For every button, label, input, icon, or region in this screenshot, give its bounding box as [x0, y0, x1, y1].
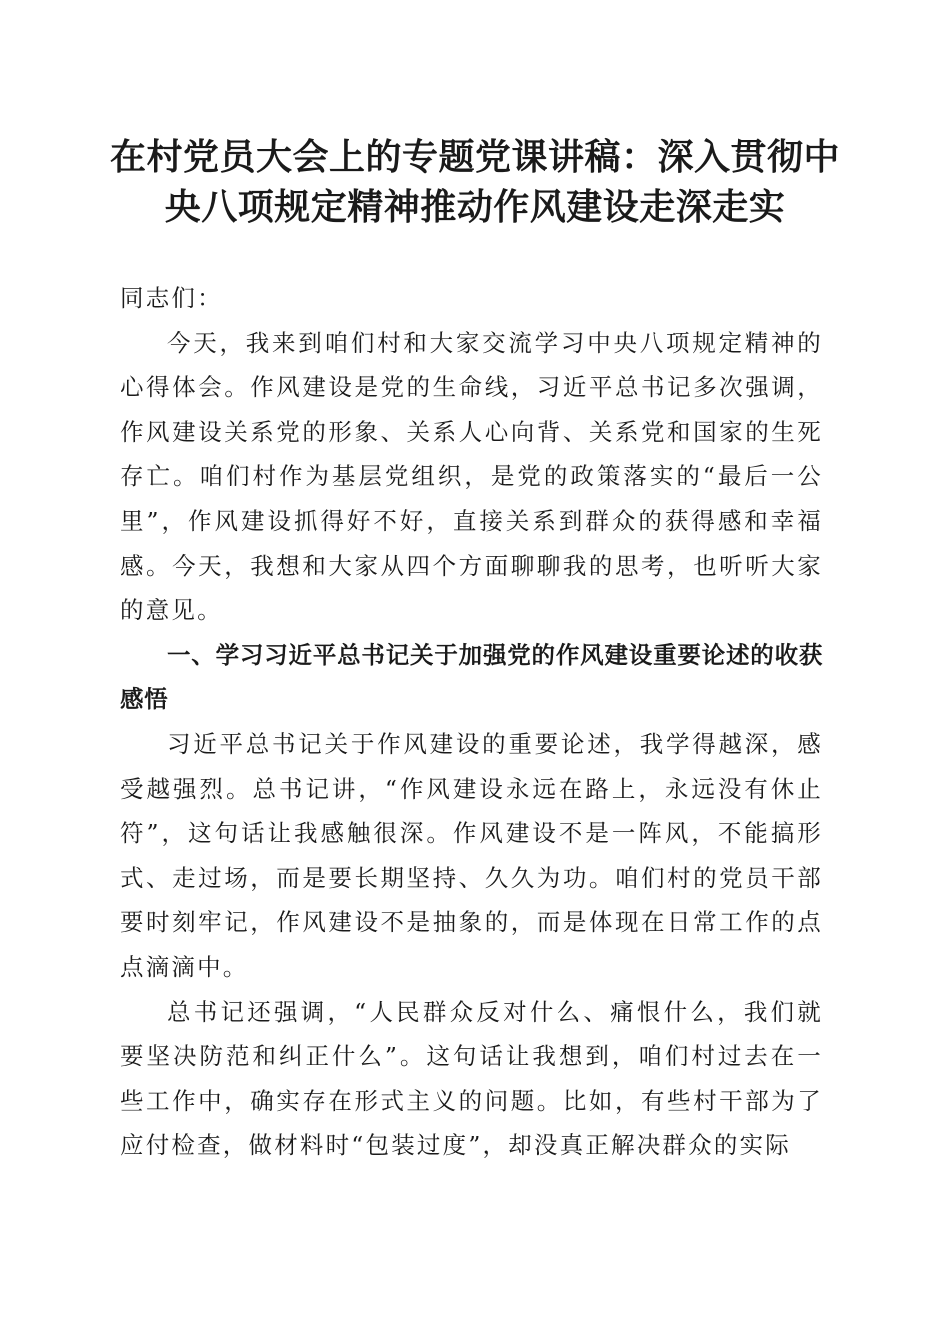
title-line-1: 在村党员大会上的专题党课讲稿：深入贯彻中 — [109, 136, 840, 178]
document-title — [100, 132, 850, 232]
salutation: 同志们： — [120, 284, 223, 312]
paragraph-intro: 今天，我来到咱们村和大家交流学习中央八项规定精神的心得体会。作风建设是党的生命线，习近平总书记多次强调，作风建设关系党的形象、关系人心向背、关系党和国家的生死存亡。咱们村作为基层党组织，是党的政策落实的“最后一公里”，作风建设抓得好不好，直接关系到群众的获得感和幸福感。今天，我想和大家从四个方面聊聊我的思考，也听听大家的意见。 — [120, 328, 823, 625]
title-line-2: 央八项规定精神推动作风建设走深走实 — [164, 186, 786, 228]
paragraph-1: 习近平总书记关于作风建设的重要论述，我学得越深，感受越强烈。总书记讲，“作风建设永远在路上，永远没有休止符”，这句话让我感触很深。作风建设不是一阵风，不能搞形式、走过场，而是要长期坚持、久久为功。咱们村的党员干部要时刻牢记，作风建设不是抽象的，而是体现在日常工作的点点滴滴中。 — [120, 729, 823, 981]
paragraph-2: 总书记还强调，“人民群众反对什么、痛恨什么，我们就要坚决防范和纠正什么”。这句话让我想到，咱们村过去在一些工作中，确实存在形式主义的问题。比如，有些村干部为了应付检查，做材料时“包装过度”，却没真正解决群众的实际 — [120, 997, 823, 1160]
document-body — [120, 276, 823, 1168]
section-heading-1: 一、学习习近平总书记关于加强党的作风建设重要论述的收获感悟 — [120, 640, 823, 714]
